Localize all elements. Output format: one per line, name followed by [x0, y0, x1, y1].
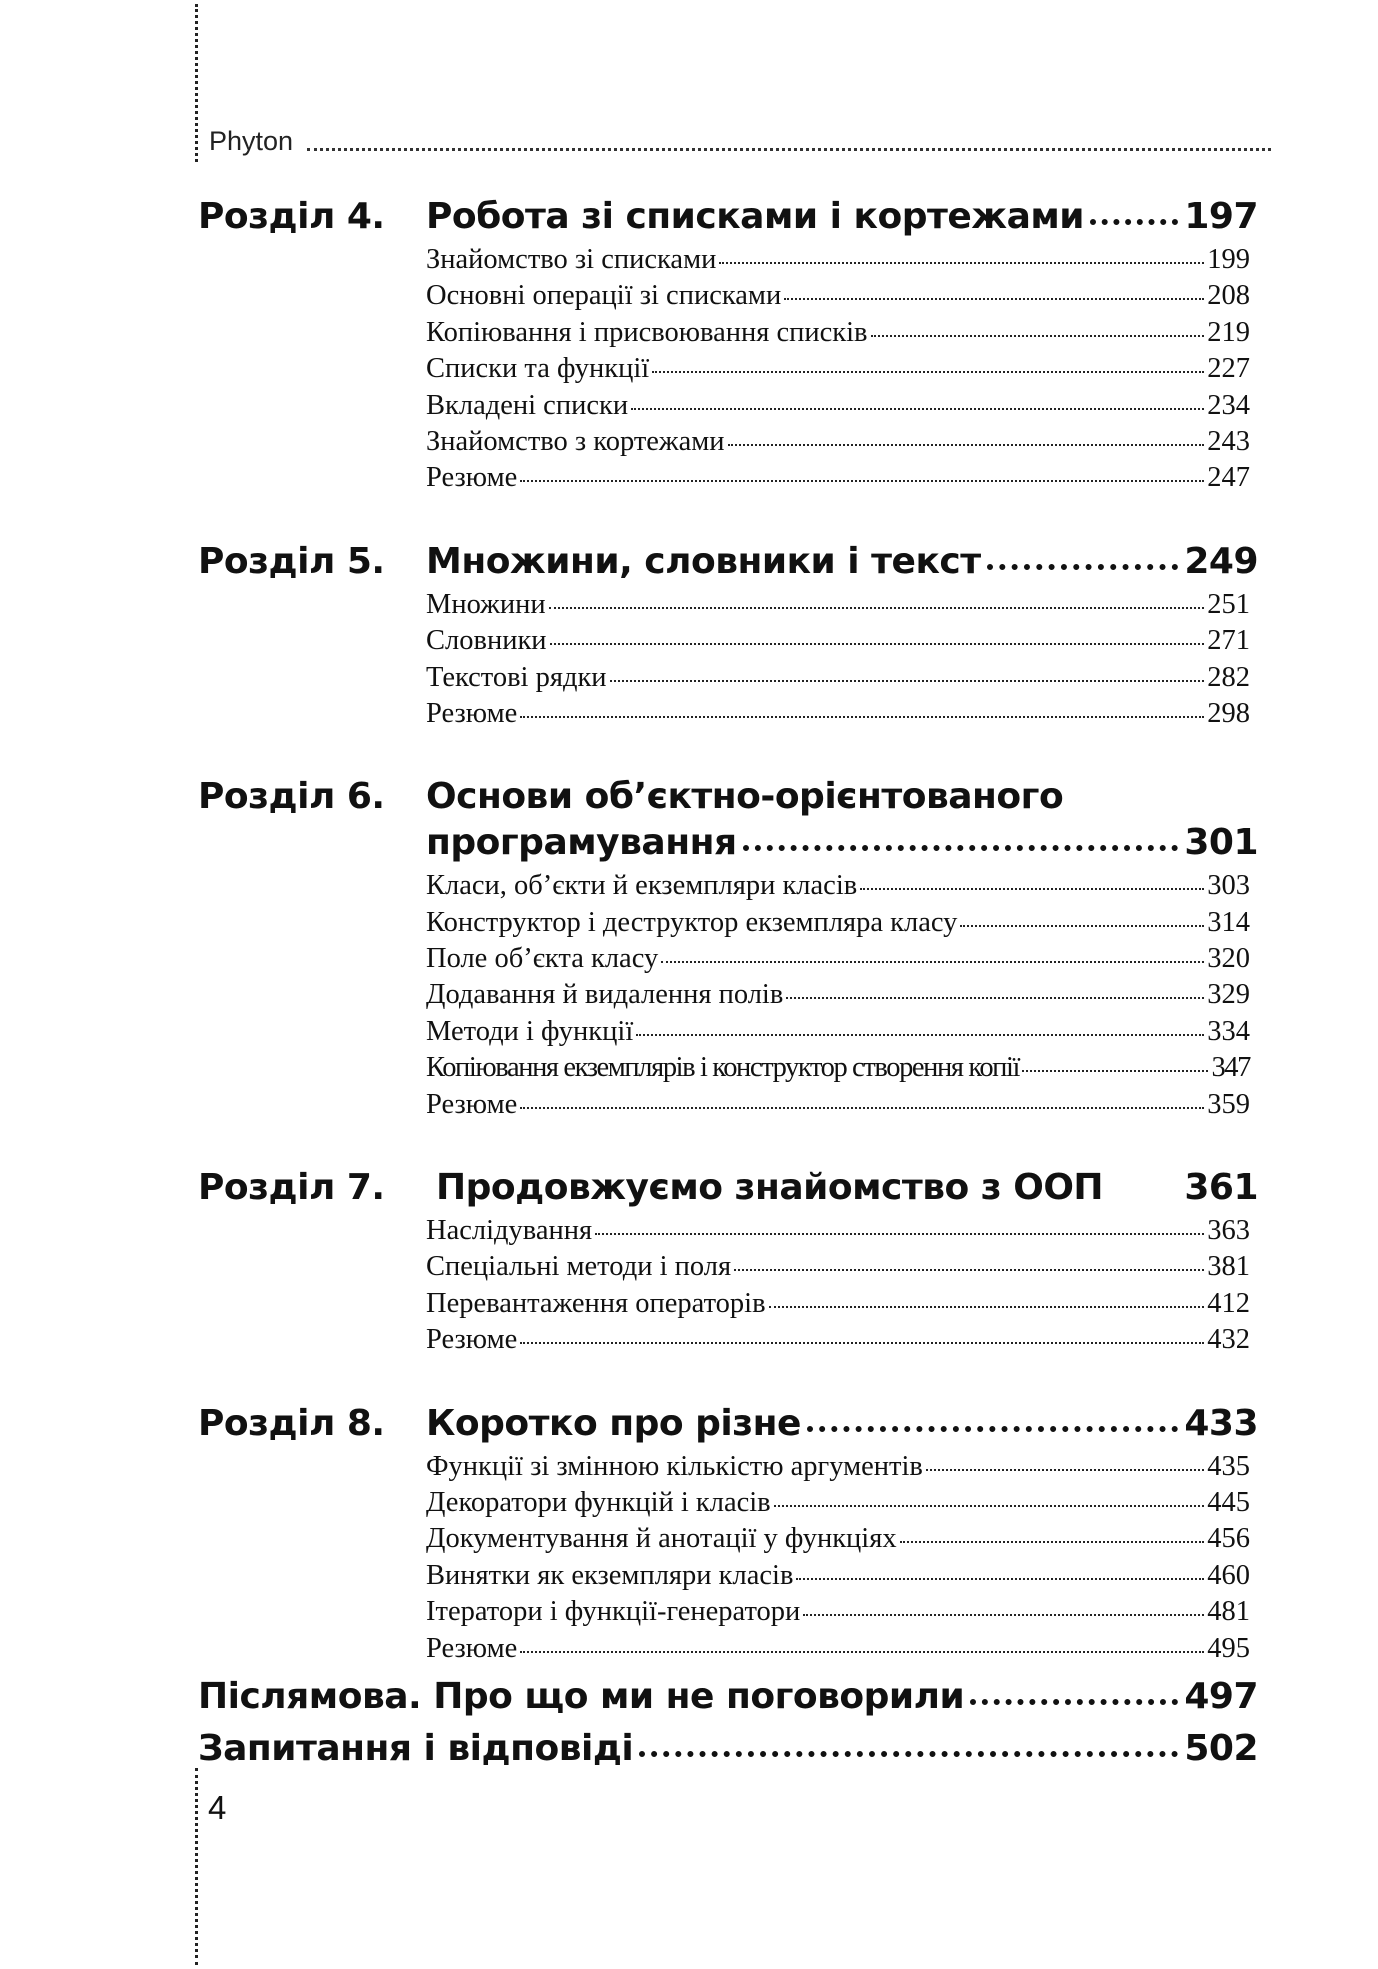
entry-page: 329	[1207, 979, 1250, 1011]
entry-title: Функції зі змінною кількістю аргументів	[426, 1450, 923, 1482]
dot-leader	[970, 1699, 1178, 1705]
header-dotted-rule	[307, 148, 1271, 151]
entry-title: Резюме	[426, 462, 518, 494]
dot-leader	[520, 480, 1204, 482]
entry-page: 412	[1207, 1287, 1250, 1319]
chapter-title-line-2: програмування	[426, 822, 737, 864]
chapter-title: Множини, словники і текст	[426, 540, 981, 582]
toc-entry[interactable]	[426, 1449, 1250, 1485]
chapter-label: Розділ 7.	[198, 1167, 385, 1209]
entry-page: 271	[1207, 625, 1250, 657]
entry-page: 347	[1211, 1052, 1250, 1084]
dot-leader	[860, 888, 1204, 890]
entry-page: 227	[1207, 353, 1250, 385]
toc-entry[interactable]	[426, 278, 1250, 314]
toc-chapter-6	[198, 772, 1258, 1123]
chapter-title-line-1: Основи об’єктно-орієнтованого	[426, 776, 1064, 818]
entry-title: Поле об’єкта класу	[426, 943, 659, 975]
afterword-page: 497	[1184, 1675, 1258, 1717]
toc-entry[interactable]	[426, 1249, 1250, 1285]
entry-title: Декоратори функцій і класів	[426, 1486, 771, 1518]
dot-leader	[661, 961, 1204, 963]
toc-afterword[interactable]	[198, 1671, 1258, 1723]
entry-page: 251	[1207, 588, 1250, 620]
dot-leader	[774, 1505, 1205, 1507]
entry-title: Винятки як екземпляри класів	[426, 1559, 794, 1591]
toc-entry[interactable]	[426, 1594, 1250, 1630]
entry-title: Вкладені списки	[426, 389, 629, 421]
chapter-heading[interactable]	[198, 1163, 1258, 1213]
chapter-label: Розділ 5.	[198, 540, 385, 582]
toc-entry[interactable]	[426, 1014, 1250, 1050]
toc-chapter-8	[198, 1399, 1258, 1667]
entry-title: Словники	[426, 625, 547, 657]
toc-entry[interactable]	[426, 977, 1250, 1013]
dot-leader	[807, 1426, 1178, 1432]
chapter-title: Робота зі списками і кортежами	[426, 196, 1085, 237]
entry-page: 381	[1207, 1251, 1250, 1283]
entry-title: Резюме	[426, 1324, 518, 1356]
toc-entry[interactable]	[426, 660, 1250, 696]
entry-title: Додавання й видалення полів	[426, 979, 784, 1011]
entry-title: Наслідування	[426, 1215, 593, 1247]
toc-entry[interactable]	[426, 587, 1250, 623]
entry-page: 247	[1207, 462, 1250, 494]
dot-leader	[987, 564, 1179, 570]
chapter-label: Розділ 4.	[198, 196, 385, 237]
toc-entry[interactable]	[426, 460, 1250, 496]
entry-page: 481	[1207, 1596, 1250, 1628]
dot-leader	[631, 408, 1204, 410]
dot-leader	[520, 1342, 1204, 1344]
dot-leader	[743, 845, 1179, 851]
entry-title: Конструктор і деструктор екземпляра класу	[426, 906, 958, 938]
dot-leader	[719, 262, 1204, 264]
dot-leader	[520, 1107, 1204, 1109]
entry-page: 445	[1207, 1486, 1250, 1518]
dot-leader	[728, 444, 1205, 446]
entry-title: Множини	[426, 588, 546, 620]
entry-page: 435	[1207, 1450, 1250, 1482]
chapter-title: Продовжуємо знайомство з ООП	[436, 1167, 1104, 1209]
toc-chapter-5	[198, 537, 1258, 733]
entry-page: 320	[1207, 943, 1250, 975]
dot-leader	[520, 716, 1204, 718]
entry-page: 303	[1207, 870, 1250, 902]
entry-title: Методи і функції	[426, 1015, 634, 1047]
entry-page: 460	[1207, 1559, 1250, 1591]
dot-leader	[595, 1233, 1204, 1235]
entry-page: 234	[1207, 389, 1250, 421]
chapter-heading[interactable]	[198, 192, 1258, 242]
entry-page: 334	[1207, 1015, 1250, 1047]
qa-title: Запитання і відповіді	[198, 1727, 634, 1769]
dot-leader	[636, 1034, 1204, 1036]
entry-page: 359	[1207, 1088, 1250, 1120]
toc-entry[interactable]	[426, 1286, 1250, 1322]
entry-title: Резюме	[426, 1632, 518, 1664]
toc-chapter-7	[198, 1163, 1258, 1359]
entry-title: Знайомство зі списками	[426, 244, 717, 275]
entry-title: Текстові рядки	[426, 661, 607, 693]
chapter-title: Коротко про різне	[426, 1402, 801, 1444]
entry-page: 363	[1207, 1215, 1250, 1247]
toc-entry[interactable]	[426, 1485, 1250, 1521]
dot-leader	[960, 925, 1204, 927]
chapter-heading[interactable]	[198, 1399, 1258, 1449]
entry-title: Документування й анотації у функціях	[426, 1523, 897, 1555]
toc-entry[interactable]	[426, 242, 1250, 278]
chapter-page: 301	[1184, 822, 1258, 864]
toc-entry[interactable]	[426, 868, 1250, 904]
toc-entry[interactable]	[426, 388, 1250, 424]
toc-entry[interactable]	[426, 1087, 1250, 1123]
dot-leader	[784, 298, 1204, 300]
dot-leader	[900, 1541, 1205, 1543]
dot-leader	[550, 643, 1205, 645]
chapter-page: 249	[1184, 540, 1258, 582]
entry-title: Основні операції зі списками	[426, 280, 782, 312]
entry-title: Резюме	[426, 1088, 518, 1120]
dot-leader	[520, 1651, 1204, 1653]
entry-title: Ітератори і функції-генератори	[426, 1596, 801, 1628]
toc-entry[interactable]	[426, 1558, 1250, 1594]
chapter-page: 197	[1184, 196, 1258, 237]
dot-leader	[639, 1751, 1178, 1757]
margin-dotted-rule-bottom	[195, 1768, 198, 1965]
dot-leader	[549, 607, 1205, 609]
chapter-page: 433	[1184, 1402, 1258, 1444]
entry-page: 314	[1207, 906, 1250, 938]
entry-title: Копіювання екземплярів і конструктор створення копії	[426, 1052, 1020, 1084]
toc-entry[interactable]	[426, 905, 1250, 941]
chapter-page: 361	[1184, 1167, 1258, 1209]
chapter-heading[interactable]	[198, 537, 1258, 587]
toc-chapter-4	[198, 192, 1258, 497]
toc-entry[interactable]	[426, 351, 1250, 387]
entry-page: 432	[1207, 1324, 1250, 1356]
entry-page: 298	[1207, 697, 1250, 729]
entry-page: 456	[1207, 1523, 1250, 1555]
entry-page: 282	[1207, 661, 1250, 693]
entry-title: Перевантаження операторів	[426, 1287, 766, 1319]
toc-entry[interactable]	[426, 1521, 1250, 1557]
toc-entry[interactable]	[426, 424, 1250, 460]
running-title: Phyton	[209, 126, 294, 156]
toc-entry[interactable]	[426, 1631, 1250, 1667]
chapter-label: Розділ 8.	[198, 1402, 385, 1444]
dot-leader	[1090, 219, 1178, 225]
dot-leader	[871, 335, 1205, 337]
dot-leader	[652, 371, 1204, 373]
toc-entry[interactable]	[426, 696, 1250, 732]
toc-qa[interactable]	[198, 1723, 1258, 1775]
dot-leader	[803, 1614, 1204, 1616]
toc-entry[interactable]	[426, 1322, 1250, 1358]
table-of-contents	[198, 192, 1258, 1775]
dot-leader	[796, 1578, 1204, 1580]
chapter-heading[interactable]	[198, 772, 1258, 818]
dot-leader	[926, 1469, 1204, 1471]
entry-title: Знайомство з кортежами	[426, 425, 725, 457]
toc-entry[interactable]	[426, 1213, 1250, 1249]
entry-page: 243	[1207, 425, 1250, 457]
entry-title: Спеціальні методи і поля	[426, 1251, 732, 1283]
toc-entry[interactable]	[426, 941, 1250, 977]
dot-leader	[1022, 1070, 1208, 1072]
page-number: 4	[208, 1789, 227, 1826]
entry-title: Класи, об’єкти й екземпляри класів	[426, 870, 858, 902]
margin-dotted-rule-top	[195, 4, 198, 162]
entry-title: Резюме	[426, 697, 518, 729]
dot-leader	[610, 680, 1205, 682]
afterword-title: Післямова. Про що ми не поговорили	[198, 1675, 965, 1717]
entry-page: 199	[1207, 244, 1250, 275]
entry-page: 219	[1207, 316, 1250, 348]
chapter-label: Розділ 6.	[198, 776, 385, 818]
toc-entry[interactable]	[426, 315, 1250, 351]
entry-title: Списки та функції	[426, 353, 650, 385]
dot-leader	[734, 1269, 1204, 1271]
qa-page: 502	[1184, 1727, 1258, 1769]
entry-page: 495	[1207, 1632, 1250, 1664]
toc-entry[interactable]	[426, 1050, 1250, 1086]
entry-page: 208	[1207, 280, 1250, 312]
toc-entry[interactable]	[426, 623, 1250, 659]
dot-leader	[769, 1306, 1205, 1308]
running-header	[209, 126, 1271, 157]
entry-title: Копіювання і присвоювання списків	[426, 316, 868, 348]
chapter-heading-continued[interactable]	[198, 818, 1258, 868]
dot-leader	[786, 997, 1204, 999]
